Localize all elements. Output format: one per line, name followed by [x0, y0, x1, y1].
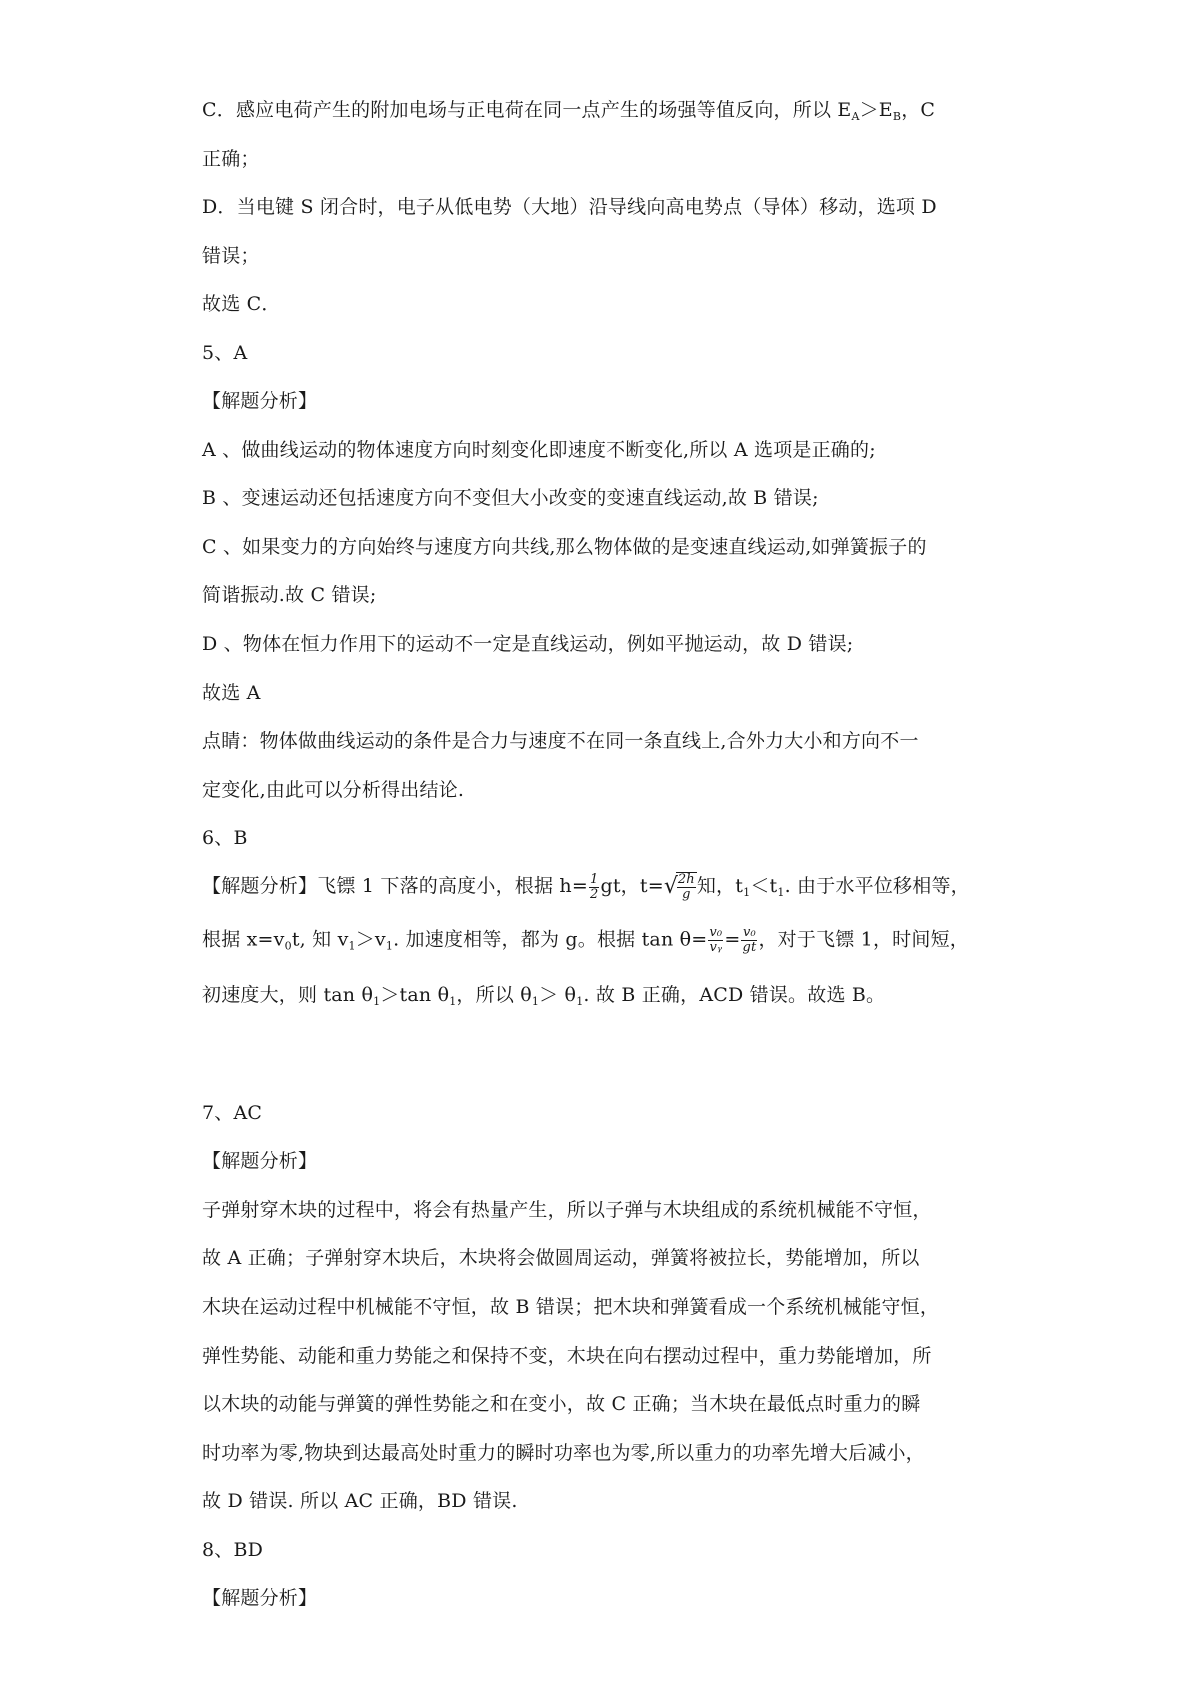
q5-heading: 5、A [202, 342, 248, 364]
q7-analysis-label: 【解题分析】 [202, 1150, 318, 1172]
q7-heading: 7、AC [202, 1102, 263, 1124]
q7-paragraph-line3: 木块在运动过程中机械能不守恒，故 B 错误；把木块和弹簧看成一个系统机械能守恒， [202, 1296, 940, 1318]
q5-option-c-line2: 简谐振动.故 C 错误; [202, 584, 377, 606]
q6-line3: 初速度大，则 $\tan \theta_1>\tan$ $\theta_1$，所以 $\theta_1> \theta_1$. 故 B 正确，ACD 错误。故选 B。 [202, 984, 886, 1008]
q5-option-a: A 、做曲线运动的物体速度方向时刻变化即速度不断变化,所以 A 选项是正确的; [202, 439, 876, 461]
q6-line2: 根据 $x=v_0t$, 知 $v_1>v_1$. 加速度相等，都为 g。根据 tan θ= $\frac{\text{v₀}}{\text{vᵧ}}$ = $\frac{\text{v₀}}{gt}$ ，对于飞镖 1，时间短， [202, 925, 969, 955]
q4-option-d-line1: D．当电键 S 闭合时，电子从低电势（大地）沿导线向高电势点（导体）移动，选项 D [202, 196, 937, 218]
q7-paragraph-line5: 以木块的动能与弹簧的弹性势能之和在变小，故 C 正确；当木块在最低点时重力的瞬 [202, 1393, 921, 1415]
fraction-one-half: $\frac{1}{2}$ [589, 871, 599, 902]
q6-line1: 【解题分析】飞镖 1 下落的高度小，根据 h= $\frac{1}{2}$ gt，t= √ $\frac{2h}{g}$ 知，$t_1<t_1$. 由于水平位移相等， [202, 871, 970, 902]
q7-paragraph-line2: 故 A 正确；子弹射穿木块后，木块将会做圆周运动，弹簧将被拉长，势能增加，所以 [202, 1247, 920, 1269]
q5-option-b: B 、变速运动还包括速度方向不变但大小改变的变速直线运动,故 B 错误; [202, 487, 819, 509]
q7-paragraph-line7: 故 D 错误. 所以 AC 正确，BD 错误. [202, 1490, 518, 1512]
q6-heading: 6、B [202, 827, 248, 849]
q4-option-d-line2: 错误； [202, 245, 260, 267]
fraction-v0-over-gt: $\frac{\text{v₀}}{gt}$ [742, 925, 757, 955]
q5-option-d: D 、物体在恒力作用下的运动不一定是直线运动，例如平抛运动，故 D 错误; [202, 633, 854, 655]
q5-note-line2: 定变化,由此可以分析得出结论. [202, 779, 465, 801]
q7-paragraph-line6: 时功率为零,物块到达最高处时重力的瞬时功率也为零,所以重力的功率先增大后减小， [202, 1442, 925, 1464]
sqrt-2h-over-g: √ $\frac{2h}{g}$ [663, 872, 695, 902]
q5-analysis-label: 【解题分析】 [202, 390, 318, 412]
q7-paragraph-line1: 子弹射穿木块的过程中，将会有热量产生，所以子弹与木块组成的系统机械能不守恒， [202, 1199, 932, 1221]
q4-choice: 故选 C． [202, 293, 281, 315]
q5-option-c-line1: C 、如果变力的方向始终与速度方向共线,那么物体做的是变速直线运动,如弹簧振子的 [202, 536, 927, 558]
q5-note-line1: 点睛：物体做曲线运动的条件是合力与速度不在同一条直线上,合外力大小和方向不一 [202, 730, 919, 752]
q5-choice: 故选 A [202, 682, 261, 704]
q8-heading: 8、BD [202, 1539, 264, 1561]
q4-option-c: C．感应电荷产生的附加电场与正电荷在同一点产生的场强等值反向，所以 $E_A>E_B$，C [202, 99, 936, 123]
q4-option-c-cont: 正确； [202, 148, 260, 170]
fraction-v0-over-vy: $\frac{\text{v₀}}{\text{vᵧ}}$ [709, 925, 723, 955]
q7-paragraph-line4: 弹性势能、动能和重力势能之和保持不变，木块在向右摆动过程中，重力势能增加，所 [202, 1345, 932, 1367]
q8-analysis-label: 【解题分析】 [202, 1587, 318, 1609]
